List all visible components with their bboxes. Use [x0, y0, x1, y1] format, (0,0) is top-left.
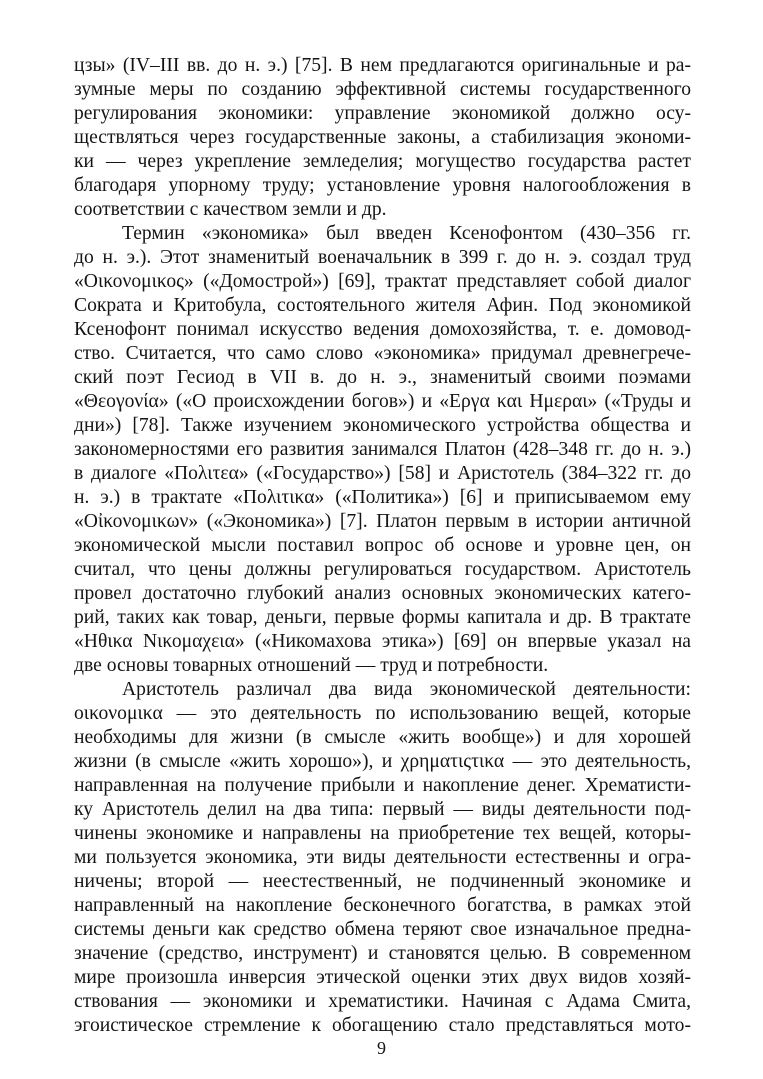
text-line: направленный на накопление бесконечного богатства, в рамках этой	[74, 895, 691, 916]
page-number: 9	[377, 1038, 386, 1058]
text-line: соответствии с качеством земли и др.	[74, 199, 387, 220]
text-line: Аристотель различал два вида экономической деятельности:	[122, 679, 691, 700]
text-line: закономерностями его развития занимался Платон (428–348 гг. до н. э.)	[74, 439, 691, 460]
text-line: чинены экономике и направлены на приобретение тех вещей, которы-	[74, 823, 691, 844]
text-line: мире произошла инверсия этической оценки этих двух видов хозяй-	[74, 967, 691, 988]
text-line: в диалоге «Πολιτεα» («Государство») [58] и Аристотель (384–322 гг. до	[74, 463, 691, 484]
text-line: благодаря упорному труду; установление уровня налогообложения в	[74, 175, 691, 196]
text-line: ничены; второй — неестественный, не подчиненный экономике и	[74, 871, 691, 892]
text-line: ство. Считается, что само слово «экономика» придумал древнегрече-	[74, 343, 691, 364]
text-line: считал, что цены должны регулироваться государством. Аристотель	[74, 559, 691, 580]
text-line: системы деньги как средство обмена теряют свое изначальное предна-	[74, 919, 691, 940]
text-line: «Οἰκονομικων» («Экономика») [7]. Платон первым в истории античной	[74, 511, 691, 532]
text-line: необходимы для жизни (в смысле «жить вообще») и для хорошей	[74, 727, 691, 748]
text-line: ский поэт Гесиод в VII в. до н. э., знаменитый своими поэмами	[74, 367, 691, 388]
text-line: эгоистическое стремление к обогащению стало представляться мото-	[74, 1015, 691, 1036]
text-line: Сократа и Критобула, состоятельного жителя Афин. Под экономикой	[74, 295, 691, 316]
text-line: дни») [78]. Также изучением экономического устройства общества и	[74, 415, 691, 436]
text-line: ки — через укрепление земледелия; могущество государства растет	[74, 151, 691, 172]
body-text	[74, 54, 691, 1038]
text-line: зумные меры по созданию эффективной системы государственного	[74, 79, 691, 100]
text-line: до н. э.). Этот знаменитый военачальник в 399 г. до н. э. создал труд	[74, 247, 691, 268]
text-line: регулирования экономики: управление экономикой должно осу-	[74, 103, 691, 124]
text-line: «Οικονομικος» («Домострой») [69], трактат представляет собой диалог	[74, 271, 691, 292]
text-line: Термин «экономика» был введен Ксенофонтом (430–356 гг.	[122, 223, 691, 244]
text-line: провел достаточно глубокий анализ основных экономических катего-	[74, 583, 691, 604]
text-line: две основы товарных отношений — труд и потребности.	[74, 655, 549, 676]
text-line: рий, таких как товар, деньги, первые формы капитала и др. В трактате	[74, 607, 691, 628]
text-line: значение (средство, инструмент) и становятся целью. В современном	[74, 943, 691, 964]
text-line: направленная на получение прибыли и накопление денег. Хрематисти-	[74, 775, 691, 796]
text-line: ществляться через государственные законы, а стабилизация экономи-	[74, 127, 691, 148]
text-line: н. э.) в трактате «Πολιτικα» («Политика») [6] и приписываемом ему	[74, 487, 691, 508]
text-line: жизни (в смысле «жить хорошо»), и χρηματιςτικα — это деятельность,	[74, 751, 691, 772]
text-line: ствования — экономики и хрематистики. Начиная с Адама Смита,	[74, 991, 691, 1012]
text-line: οικονομικα — это деятельность по использованию вещей, которые	[74, 703, 691, 724]
text-line: «Ηθικα Νικομαχεια» («Никомахова этика») [69] он впервые указал на	[74, 631, 691, 652]
text-line: экономической мысли поставил вопрос об основе и уровне цен, он	[74, 535, 691, 556]
text-line: «Θεογονία» («О происхождении богов») и «Εργα και Ημεραι» («Труды и	[74, 391, 691, 412]
text-line: цзы» (IV–III вв. до н. э.) [75]. В нем предлагаются оригинальные и ра-	[74, 55, 691, 76]
text-line: ку Аристотель делил на два типа: первый — виды деятельности под-	[74, 799, 691, 820]
text-line: Ксенофонт понимал искусство ведения домохозяйства, т. е. домовод-	[74, 319, 691, 340]
text-line: ми пользуется экономика, эти виды деятельности естественны и огра-	[74, 847, 691, 868]
